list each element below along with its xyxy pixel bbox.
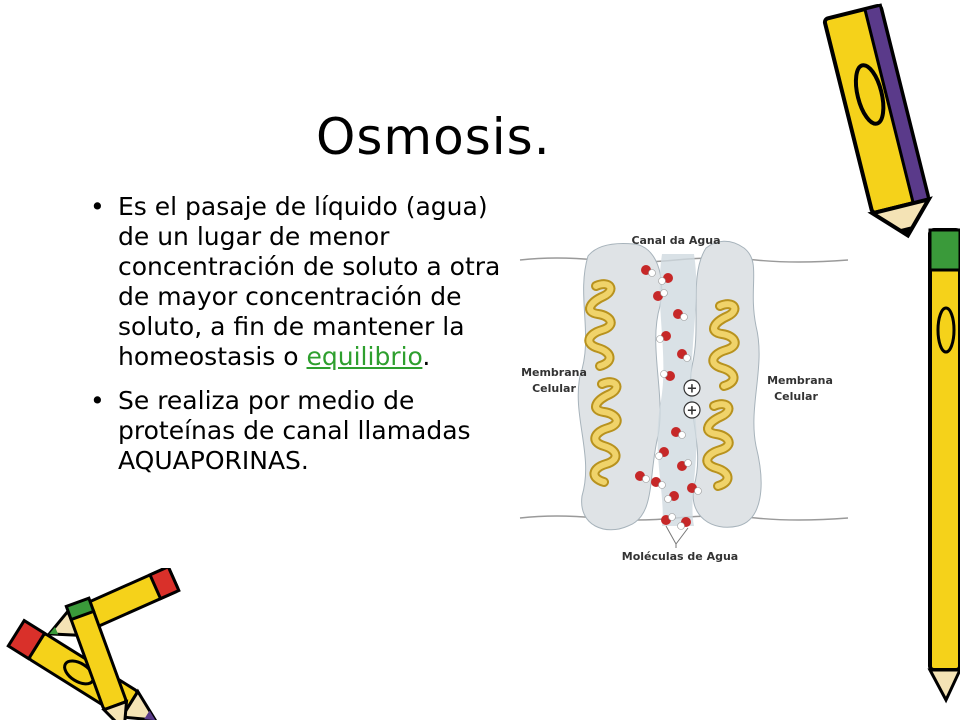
equilibrio-link[interactable]: equilibrio — [306, 342, 423, 371]
bullet-text: Se realiza por medio de proteínas de canal llamadas AQUAPORINAS. — [118, 386, 471, 475]
label-membrana-right-1: Membrana — [767, 374, 833, 387]
slide-title: Osmosis. — [316, 108, 551, 166]
pencils-right — [790, 0, 960, 720]
svg-text:+: + — [686, 403, 698, 419]
ion-marker — [684, 380, 700, 397]
pencils-left — [0, 568, 200, 720]
ion-marker — [684, 402, 700, 419]
bullet-marker: • — [90, 386, 105, 415]
bullet-list — [84, 192, 504, 490]
svg-text:+: + — [686, 381, 698, 397]
bullet-item — [84, 192, 504, 372]
bullet-text: Es el pasaje de líquido (agua) de un lugar de menor concentración de soluto a otra de mayor concentración de soluto, a fin de mantener la homeostasis o — [118, 192, 501, 371]
pencil-icon — [930, 230, 960, 700]
label-canal-da-agua: Canal da Agua — [631, 234, 721, 247]
label-membrana-left-2: Celular — [532, 382, 576, 395]
bullet-text-end: . — [422, 342, 431, 371]
bullet-marker: • — [90, 192, 105, 221]
pencil-icon — [44, 568, 179, 646]
label-moleculas-de-agua: Moléculas de Agua — [621, 550, 739, 563]
label-membrana-left-1: Membrana — [521, 366, 587, 379]
bullet-item — [84, 386, 504, 476]
label-membrana-right-2: Celular — [774, 390, 818, 403]
label-pointer — [666, 526, 688, 548]
pencil-icon — [824, 5, 936, 242]
